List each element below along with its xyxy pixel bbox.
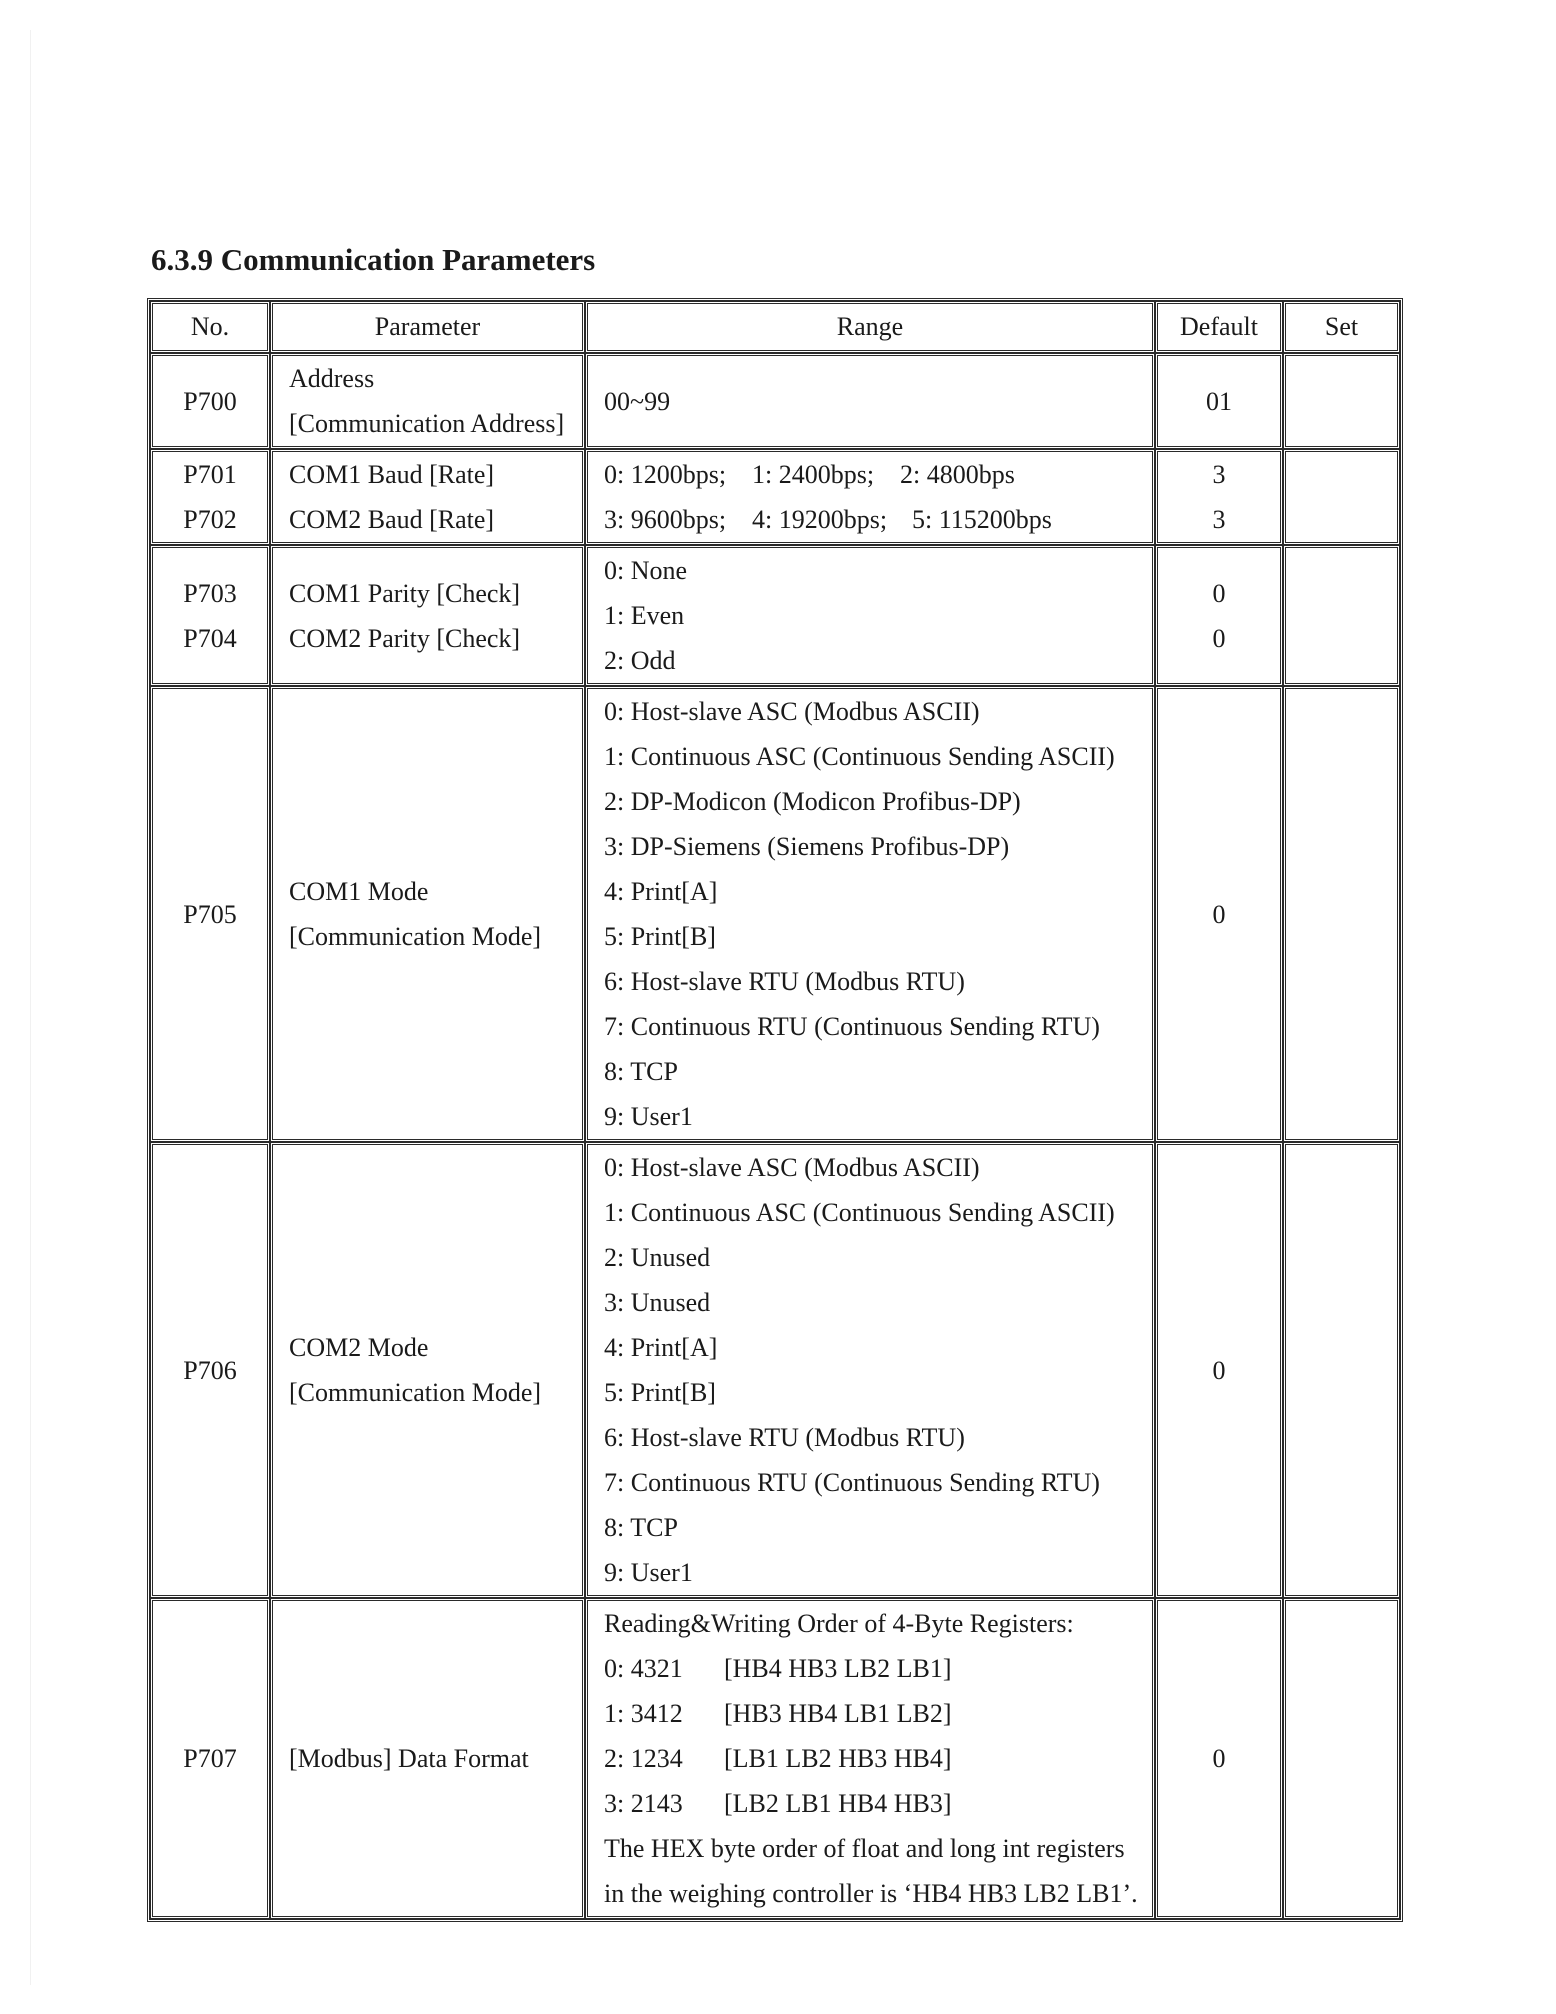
baud-option: 3: 9600bps; bbox=[604, 505, 727, 534]
default-value: 01 bbox=[1206, 386, 1232, 416]
parameter-number: P706 bbox=[183, 1355, 237, 1385]
header-default: Default bbox=[1155, 301, 1283, 353]
byte-order-code: 3: 2143 bbox=[604, 1789, 683, 1818]
table-row bbox=[150, 449, 1400, 545]
row-number-cell bbox=[150, 1142, 270, 1598]
range-line: 7: Continuous RTU (Continuous Sending RTU) bbox=[604, 1468, 1100, 1497]
parameter-name-line: [Modbus] Data Format bbox=[289, 1744, 529, 1773]
range-line: 1: Even bbox=[604, 601, 685, 630]
parameter-name-line: COM1 Baud [Rate] bbox=[289, 460, 495, 489]
set-cell bbox=[1283, 1142, 1400, 1598]
communication-parameters-table bbox=[147, 298, 1403, 1922]
byte-order-code: 1: 3412 bbox=[604, 1699, 683, 1728]
baud-option: 2: 4800bps bbox=[900, 460, 1015, 489]
parameter-name-line: COM1 Mode bbox=[289, 877, 429, 906]
table-row bbox=[150, 1598, 1400, 1919]
range-line: 00~99 bbox=[604, 386, 671, 416]
parameter-name-line: [Communication Address] bbox=[289, 409, 565, 438]
range-line: 3: DP-Siemens (Siemens Profibus-DP) bbox=[604, 832, 1010, 861]
row-number-cell bbox=[150, 449, 270, 545]
header-parameter: Parameter bbox=[270, 301, 585, 353]
byte-order-layout: [HB4 HB3 LB2 LB1] bbox=[724, 1654, 952, 1683]
range-cell bbox=[585, 1142, 1155, 1598]
range-line: 8: TCP bbox=[604, 1513, 678, 1542]
range-line: 0: Host-slave ASC (Modbus ASCII) bbox=[604, 1153, 980, 1182]
section-heading: 6.3.9 Communication Parameters bbox=[151, 242, 596, 277]
row-number-cell bbox=[150, 1598, 270, 1919]
baud-option: 5: 115200bps bbox=[912, 505, 1052, 534]
range-line: 6: Host-slave RTU (Modbus RTU) bbox=[604, 1423, 965, 1452]
parameter-number: P707 bbox=[183, 1744, 237, 1773]
default-cell bbox=[1155, 545, 1283, 686]
default-value: 0 bbox=[1212, 578, 1226, 608]
range-line: 1: Continuous ASC (Continuous Sending ASCII) bbox=[604, 1198, 1115, 1227]
byte-order-option bbox=[604, 1781, 1152, 1826]
parameter-number: P701 bbox=[183, 460, 237, 489]
range-line: 9: User1 bbox=[604, 1102, 693, 1131]
parameter-name-cell bbox=[270, 449, 585, 545]
range-cell bbox=[585, 449, 1155, 545]
range-line: 2: DP-Modicon (Modicon Profibus-DP) bbox=[604, 787, 1021, 816]
range-cell bbox=[585, 686, 1155, 1142]
range-line: 3: Unused bbox=[604, 1288, 711, 1317]
range-line: 1: Continuous ASC (Continuous Sending ASCII) bbox=[604, 742, 1115, 771]
range-line: 4: Print[A] bbox=[604, 1333, 718, 1362]
range-line bbox=[604, 452, 1152, 497]
default-cell bbox=[1155, 1598, 1283, 1919]
default-cell bbox=[1155, 353, 1283, 449]
set-cell bbox=[1283, 449, 1400, 545]
range-line: 0: None bbox=[604, 556, 688, 585]
default-value: 3 bbox=[1212, 505, 1226, 534]
parameter-name-line: [Communication Mode] bbox=[289, 922, 542, 951]
parameter-name-cell bbox=[270, 545, 585, 686]
range-line: 6: Host-slave RTU (Modbus RTU) bbox=[604, 967, 965, 996]
table-row bbox=[150, 686, 1400, 1142]
header-range: Range bbox=[585, 301, 1155, 353]
parameter-name-line: COM2 Mode bbox=[289, 1333, 429, 1362]
range-note-line: The HEX byte order of float and long int registers bbox=[604, 1834, 1125, 1863]
parameter-number: P700 bbox=[183, 386, 237, 416]
range-cell bbox=[585, 1598, 1155, 1919]
default-value: 0 bbox=[1212, 899, 1226, 929]
range-line: 5: Print[B] bbox=[604, 922, 716, 951]
byte-order-layout: [LB1 LB2 HB3 HB4] bbox=[724, 1744, 952, 1773]
range-line: 7: Continuous RTU (Continuous Sending RTU) bbox=[604, 1012, 1100, 1041]
range-line: 4: Print[A] bbox=[604, 877, 718, 906]
row-number-cell bbox=[150, 686, 270, 1142]
header-set: Set bbox=[1283, 301, 1400, 353]
parameter-number: P702 bbox=[183, 505, 237, 534]
range-note-line: in the weighing controller is ‘HB4 HB3 LB2 LB1’. bbox=[604, 1879, 1138, 1908]
default-value: 0 bbox=[1212, 1744, 1226, 1773]
baud-option: 1: 2400bps; bbox=[752, 460, 875, 489]
range-line: 2: Odd bbox=[604, 646, 676, 675]
table-row bbox=[150, 353, 1400, 449]
range-line: 8: TCP bbox=[604, 1057, 678, 1086]
parameter-name-line: COM2 Parity [Check] bbox=[289, 623, 521, 653]
range-cell bbox=[585, 353, 1155, 449]
table-row bbox=[150, 1142, 1400, 1598]
row-number-cell bbox=[150, 353, 270, 449]
parameter-number: P704 bbox=[183, 623, 237, 653]
byte-order-option bbox=[604, 1736, 1152, 1781]
default-cell bbox=[1155, 1142, 1283, 1598]
set-cell bbox=[1283, 545, 1400, 686]
range-line: 9: User1 bbox=[604, 1558, 693, 1587]
header-no: No. bbox=[150, 301, 270, 353]
parameter-name-line: COM1 Parity [Check] bbox=[289, 578, 521, 608]
default-value: 0 bbox=[1212, 1355, 1226, 1385]
parameter-name-line: Address bbox=[289, 364, 375, 393]
byte-order-option bbox=[604, 1646, 1152, 1691]
byte-order-layout: [LB2 LB1 HB4 HB3] bbox=[724, 1789, 952, 1818]
set-cell bbox=[1283, 1598, 1400, 1919]
parameter-number: P703 bbox=[183, 578, 237, 608]
parameter-name-cell bbox=[270, 353, 585, 449]
baud-option: 0: 1200bps; bbox=[604, 460, 727, 489]
range-line: 2: Unused bbox=[604, 1243, 711, 1272]
table-row bbox=[150, 545, 1400, 686]
parameter-name-cell bbox=[270, 1598, 585, 1919]
row-number-cell bbox=[150, 545, 270, 686]
table-header-row bbox=[150, 301, 1400, 353]
default-cell bbox=[1155, 686, 1283, 1142]
parameter-name-cell bbox=[270, 686, 585, 1142]
byte-order-code: 0: 4321 bbox=[604, 1654, 683, 1683]
parameter-name-line: COM2 Baud [Rate] bbox=[289, 505, 495, 534]
byte-order-layout: [HB3 HB4 LB1 LB2] bbox=[724, 1699, 952, 1728]
parameter-name-cell bbox=[270, 1142, 585, 1598]
byte-order-code: 2: 1234 bbox=[604, 1744, 683, 1773]
default-value: 3 bbox=[1212, 460, 1226, 489]
baud-option: 4: 19200bps; bbox=[752, 505, 888, 534]
set-cell bbox=[1283, 686, 1400, 1142]
range-intro-line: Reading&Writing Order of 4-Byte Registers: bbox=[604, 1609, 1074, 1638]
default-cell bbox=[1155, 449, 1283, 545]
parameter-name-line: [Communication Mode] bbox=[289, 1378, 542, 1407]
default-value: 0 bbox=[1212, 623, 1226, 653]
range-cell bbox=[585, 545, 1155, 686]
range-line bbox=[604, 497, 1152, 542]
parameter-number: P705 bbox=[183, 899, 237, 929]
set-cell bbox=[1283, 353, 1400, 449]
range-line: 0: Host-slave ASC (Modbus ASCII) bbox=[604, 697, 980, 726]
byte-order-option bbox=[604, 1691, 1152, 1736]
range-line: 5: Print[B] bbox=[604, 1378, 716, 1407]
scan-edge-line bbox=[30, 30, 31, 1985]
